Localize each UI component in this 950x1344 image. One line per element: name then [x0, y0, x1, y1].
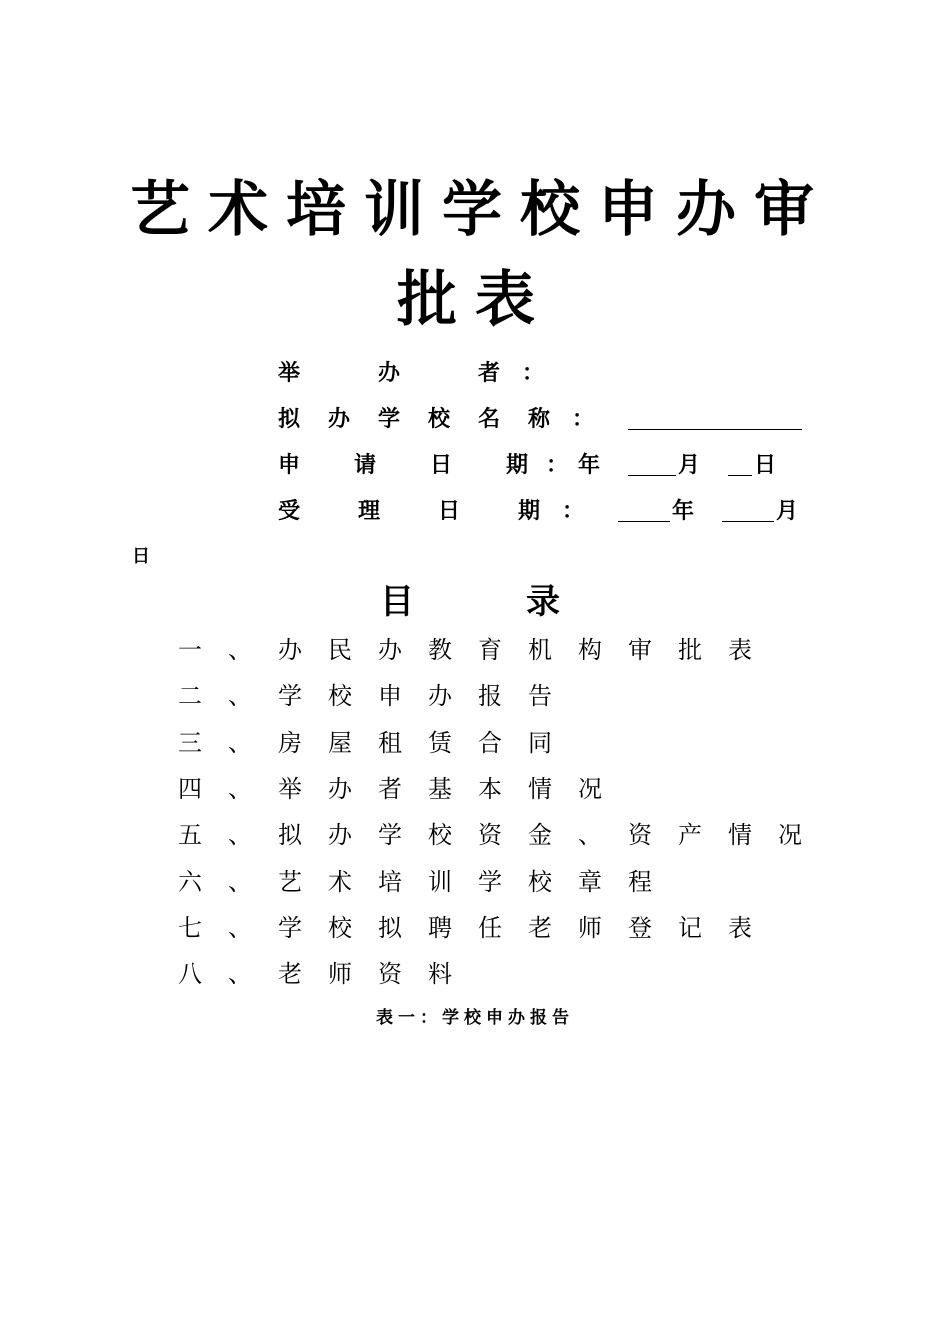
document-title-line-2: 批表: [397, 265, 553, 335]
accept-date-label-char: 理: [358, 498, 381, 524]
form-row-accept-date: [278, 496, 808, 526]
toc-item-char: 、: [578, 821, 602, 850]
school-name-colon: ：: [572, 406, 595, 432]
accept-date-year-blank[interactable]: [618, 521, 670, 522]
apply-date-day-blank[interactable]: [728, 475, 752, 476]
toc-item-separator: 、: [228, 728, 252, 757]
toc-item-separator: 、: [228, 913, 252, 942]
toc-item-char: 租: [378, 728, 402, 757]
toc-item-number: 三: [178, 728, 202, 757]
school-name-label-char: 校: [428, 406, 451, 432]
toc-item-char: 学: [278, 682, 302, 711]
toc-item-char: 基: [428, 774, 452, 803]
toc-item-char: 训: [428, 867, 452, 896]
toc-item-char: 老: [528, 913, 552, 942]
toc-item-char: 师: [578, 913, 602, 942]
section-label: 表一：学校申办报告: [376, 1008, 574, 1028]
toc-item-char: 任: [478, 913, 502, 942]
toc-item-char: 合: [478, 728, 502, 757]
toc-item-char: 批: [678, 636, 702, 664]
toc-item-char: 术: [328, 867, 352, 896]
school-name-label-char: 称: [528, 406, 551, 432]
toc-item-char: 构: [578, 636, 602, 664]
toc-item-char: 记: [678, 913, 702, 942]
toc-item-separator: 、: [228, 682, 252, 711]
toc-item-char: 校: [328, 913, 352, 942]
toc-item-char: 产: [678, 821, 702, 850]
toc-item-char: 房: [278, 728, 302, 757]
toc-item-char: 情: [728, 821, 752, 850]
toc-item-char: 办: [328, 774, 352, 803]
toc-item-char: 金: [528, 821, 552, 850]
toc-item-char: 告: [528, 682, 552, 711]
form-row-apply-date: [278, 450, 798, 480]
toc-item-number: 一: [178, 636, 202, 664]
toc-item-char: 艺: [278, 867, 302, 896]
apply-date-label-char: 期: [506, 452, 529, 478]
apply-date-month: 月: [678, 452, 701, 478]
toc-item-char: 拟: [278, 821, 302, 850]
toc-item-number: 五: [178, 821, 202, 850]
accept-date-label-char: 期: [518, 498, 541, 524]
accept-date-month: 月: [776, 498, 799, 524]
accept-date-year: 年: [672, 498, 695, 524]
toc-item-char: 情: [528, 774, 552, 803]
toc-item-char: 表: [728, 913, 752, 942]
toc-item-char: 育: [478, 636, 502, 664]
accept-date-label-char: 日: [438, 498, 461, 524]
accept-date-month-blank[interactable]: [722, 521, 774, 522]
toc-item-char: 机: [528, 636, 552, 664]
toc-item-char: 校: [528, 867, 552, 896]
toc-item-char: 学: [278, 913, 302, 942]
organizer-colon: ：: [522, 360, 545, 386]
toc-item-char: 聘: [428, 913, 452, 942]
toc-heading-char: 录: [526, 582, 560, 622]
toc-item-char: 程: [628, 867, 652, 896]
toc-item-char: 校: [428, 821, 452, 850]
accept-date-day: 日: [132, 546, 150, 567]
toc-item-char: 拟: [378, 913, 402, 942]
toc-item-char: 资: [628, 821, 652, 850]
apply-date-label-char: 申: [278, 452, 301, 478]
school-name-label-char: 拟: [278, 406, 301, 432]
toc-item-char: 学: [478, 867, 502, 896]
toc-heading-char: 目: [380, 582, 414, 622]
toc-item-char: 办: [328, 821, 352, 850]
toc-item-char: 老: [278, 960, 302, 989]
toc-item-separator: 、: [228, 774, 252, 803]
school-name-label-char: 名: [478, 406, 501, 432]
toc-item-char: 屋: [328, 728, 352, 757]
organizer-label-char: 者: [478, 360, 501, 386]
toc-item-char: 教: [428, 636, 452, 664]
apply-date-colon: ：: [546, 452, 569, 478]
toc-item-char: 赁: [428, 728, 452, 757]
toc-item-separator: 、: [228, 636, 252, 664]
toc-item-char: 表: [728, 636, 752, 664]
school-name-label-char: 学: [378, 406, 401, 432]
toc-item-number: 七: [178, 913, 202, 942]
toc-item-number: 二: [178, 682, 202, 711]
toc-item-number: 六: [178, 867, 202, 896]
toc-item-char: 培: [378, 867, 402, 896]
toc-item-char: 料: [428, 960, 452, 989]
form-row-school-name: [278, 404, 808, 434]
toc-item-number: 八: [178, 960, 202, 989]
toc-item-char: 登: [628, 913, 652, 942]
toc-item-char: 民: [328, 636, 352, 664]
toc-item-char: 者: [378, 774, 402, 803]
toc-item-char: 同: [528, 728, 552, 757]
toc-item-char: 本: [478, 774, 502, 803]
toc-item-char: 况: [578, 774, 602, 803]
apply-date-month-blank[interactable]: [628, 475, 676, 476]
toc-item-char: 况: [778, 821, 802, 850]
toc-item-separator: 、: [228, 821, 252, 850]
organizer-label-char: 举: [278, 360, 301, 386]
toc-item-char: 报: [478, 682, 502, 711]
toc-item-char: 办: [378, 636, 402, 664]
toc-item-char: 办: [278, 636, 302, 664]
organizer-label-char: 办: [378, 360, 401, 386]
toc-item-number: 四: [178, 774, 202, 803]
toc-item-char: 资: [478, 821, 502, 850]
accept-date-label-char: 受: [278, 498, 301, 524]
toc-item-separator: 、: [228, 867, 252, 896]
apply-date-label-char: 请: [354, 452, 377, 478]
toc-item-char: 资: [378, 960, 402, 989]
toc-item-char: 师: [328, 960, 352, 989]
toc-item-separator: 、: [228, 960, 252, 989]
document-title-line-1: 艺术培训学校申办审: [130, 175, 832, 245]
toc-item-char: 举: [278, 774, 302, 803]
toc-item-char: 申: [378, 682, 402, 711]
toc-item-char: 办: [428, 682, 452, 711]
toc-item-char: 章: [578, 867, 602, 896]
apply-date-year: 年: [578, 452, 601, 478]
school-name-label-char: 办: [328, 406, 351, 432]
toc-item-char: 审: [628, 636, 652, 664]
apply-date-label-char: 日: [430, 452, 453, 478]
apply-date-day: 日: [754, 452, 777, 478]
toc-item-char: 校: [328, 682, 352, 711]
accept-date-colon: ：: [562, 498, 585, 524]
school-name-blank-line[interactable]: [628, 429, 802, 430]
toc-item-char: 学: [378, 821, 402, 850]
